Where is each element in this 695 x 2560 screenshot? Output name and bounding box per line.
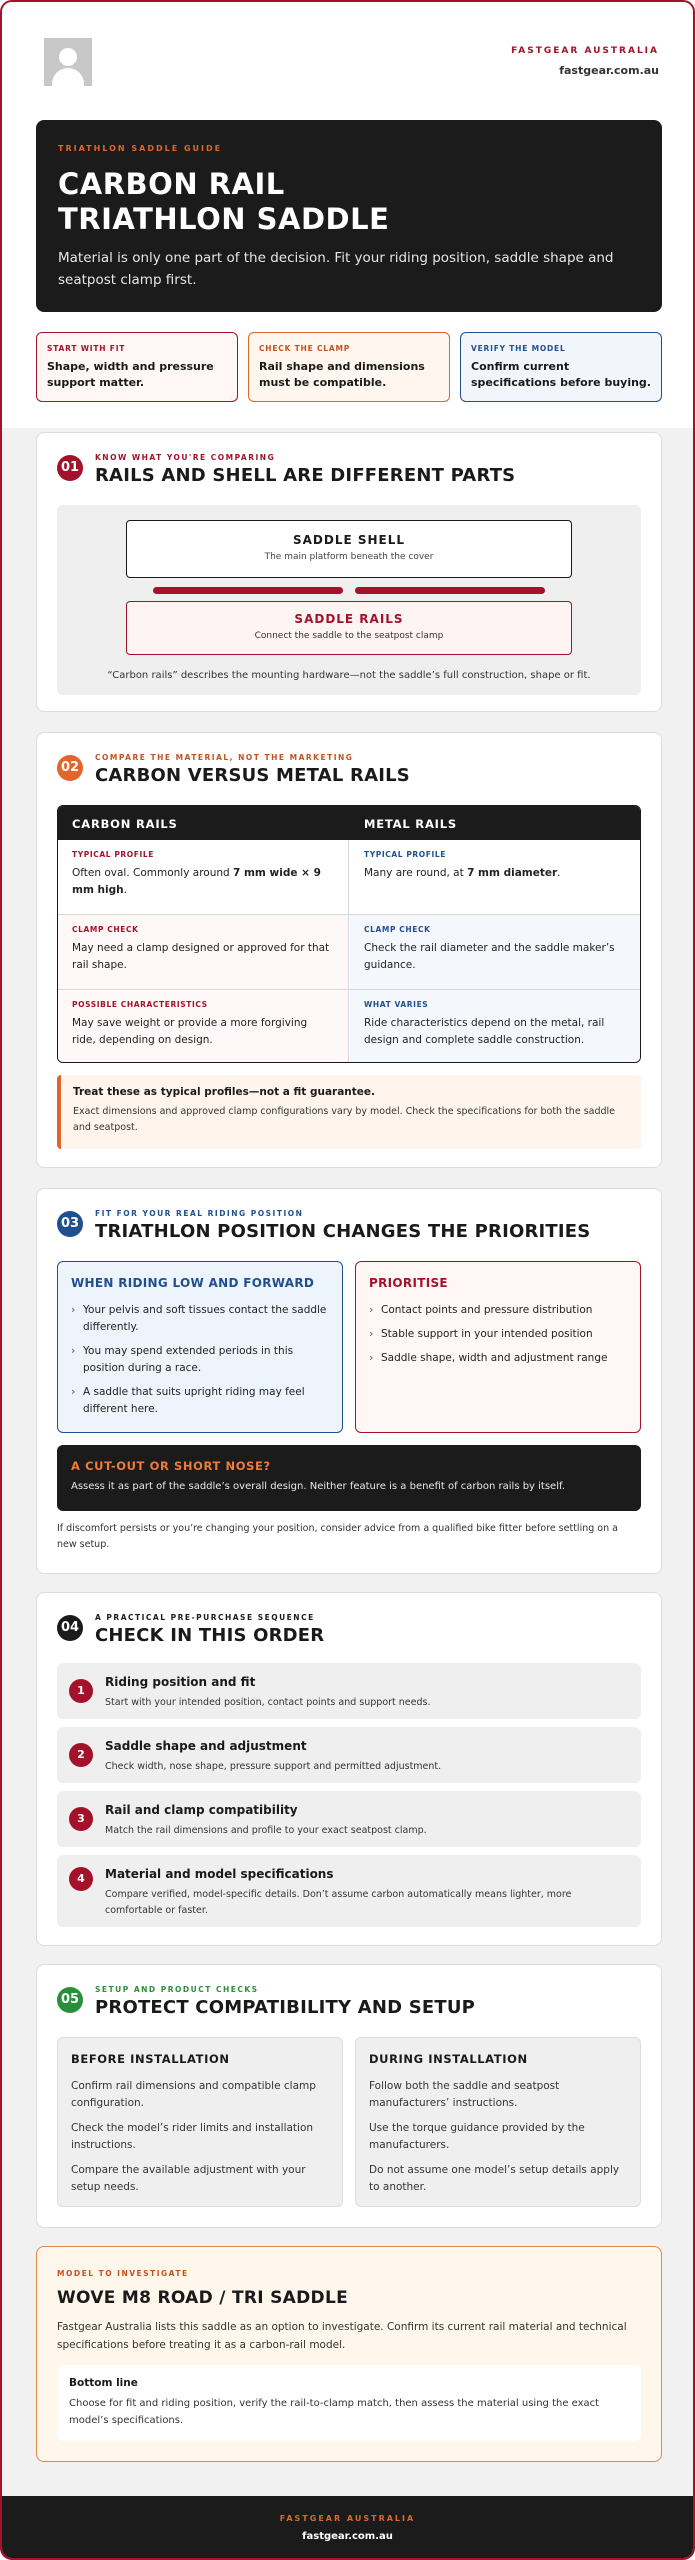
section-rails-and-shell: [36, 432, 662, 712]
cell-text: Many are round, at 7 mm diameter.: [364, 867, 561, 879]
chip-check-the-clamp: [248, 332, 450, 402]
rail-bar-left: [153, 587, 343, 594]
hero-title-line-1: CARBON RAIL: [58, 167, 285, 201]
list-item: › You may spend extended periods in this position during a race.: [71, 1343, 327, 1377]
step-body: Start with your intended position, contact points and support needs.: [105, 1697, 431, 1708]
panel-title: DURING INSTALLATION: [369, 2052, 528, 2066]
panel-title: WHEN RIDING LOW AND FORWARD: [71, 1276, 315, 1290]
model-eyebrow: MODEL TO INVESTIGATE: [57, 2269, 189, 2278]
section-eyebrow: KNOW WHAT YOU'RE COMPARING: [95, 453, 276, 462]
footer-brand-name: FASTGEAR AUSTRALIA: [279, 2514, 416, 2523]
brand-name: FASTGEAR AUSTRALIA: [511, 46, 659, 56]
step-body: Check width, nose shape, pressure support and permitted adjustment.: [105, 1761, 442, 1772]
header-area: [2, 2, 693, 428]
cell-label: WHAT VARIES: [364, 1000, 429, 1009]
step-title: Material and model specifications: [105, 1867, 334, 1881]
bottom-line-box: [57, 2365, 641, 2441]
cell-text: Check the rail diameter and the saddle maker’s guidance.: [364, 942, 615, 971]
list-item: › Stable support in your intended position: [369, 1326, 625, 1343]
saddle-rails-box: [126, 601, 572, 655]
list-item: › Saddle shape, width and adjustment range: [369, 1350, 625, 1367]
before-installation-panel: [57, 2037, 343, 2207]
list-item: Follow both the saddle and seatpost manufacturers’ instructions.: [369, 2080, 560, 2109]
hero-banner: [36, 120, 662, 312]
section-number: 05: [57, 1987, 83, 2013]
section-number: 03: [57, 1211, 83, 1237]
shell-label: SADDLE SHELL: [292, 533, 406, 547]
note-title: Treat these as typical profiles—not a fit guarantee.: [73, 1086, 376, 1098]
chip-title: VERIFY THE MODEL: [471, 344, 566, 353]
step-title: Rail and clamp compatibility: [105, 1803, 298, 1817]
brand-block: [511, 46, 659, 77]
section-eyebrow: A PRACTICAL PRE-PURCHASE SEQUENCE: [95, 1613, 315, 1622]
model-description: Fastgear Australia lists this saddle as an option to investigate. Confirm its current rail material and technical specifications before treating it as a carbon-rail model.: [57, 2321, 627, 2351]
saddle-shell-box: [126, 520, 572, 578]
table-header: [58, 806, 641, 840]
footer-site-link[interactable]: fastgear.com.au: [302, 2531, 393, 2542]
step-body: Compare verified, model-specific details. Don’t assume carbon automatically means lighter, more comfortable or faster.: [105, 1889, 572, 1916]
diagram-caption: “Carbon rails” describes the mounting hardware—not the saddle’s full construction, shape or fit.: [107, 670, 591, 681]
model-to-investigate-card: [36, 2246, 662, 2462]
step-number: 4: [69, 1867, 93, 1891]
section-eyebrow: SETUP AND PRODUCT CHECKS: [95, 1985, 259, 1994]
chip-title: CHECK THE CLAMP: [259, 344, 351, 353]
cell-label: TYPICAL PROFILE: [72, 850, 154, 859]
key-points: [36, 332, 662, 402]
alert-title: A CUT-OUT OR SHORT NOSE?: [71, 1459, 271, 1473]
bottom-line-body: Choose for fit and riding position, verify the rail-to-clamp match, then assess the material using the exact model’s specifications.: [69, 2398, 600, 2426]
table-cell: [58, 990, 348, 1063]
profile-note: [57, 1075, 641, 1149]
column-divider: [348, 840, 349, 1063]
chip-body: Rail shape and dimensions must be compatible.: [259, 360, 425, 389]
model-title: WOVE M8 ROAD / TRI SADDLE: [57, 2288, 348, 2308]
list-item: [57, 1663, 641, 1719]
cell-text: Ride characteristics depend on the metal, rail design and complete saddle construction.: [364, 1017, 605, 1046]
saddle-parts-diagram: [57, 505, 641, 695]
table-cell: [58, 840, 348, 914]
step-title: Riding position and fit: [105, 1675, 256, 1689]
hero-title-line-2: TRIATHLON SADDLE: [58, 202, 390, 236]
section-triathlon-position: [36, 1188, 662, 1574]
riding-low-forward-panel: [57, 1261, 343, 1433]
step-number: 2: [69, 1743, 93, 1767]
note-body: Exact dimensions and approved clamp configurations vary by model. Check the specifications for both the saddle and seatpost.: [73, 1106, 616, 1133]
section-carbon-vs-metal: [36, 732, 662, 1168]
list-item: Use the torque guidance provided by the manufacturers.: [369, 2122, 585, 2151]
comparison-table: [57, 805, 641, 1063]
cell-label: TYPICAL PROFILE: [364, 850, 446, 859]
column-header-metal: METAL RAILS: [364, 817, 457, 831]
chip-body: Confirm current specifications before buying.: [471, 360, 651, 389]
section-title: CARBON VERSUS METAL RAILS: [95, 765, 410, 786]
section-compatibility-setup: [36, 1964, 662, 2228]
list-item: Compare the available adjustment with your setup needs.: [71, 2164, 306, 2193]
rails-description: Connect the saddle to the seatpost clamp: [254, 631, 444, 641]
hero-intro: Material is only one part of the decision. Fit your riding position, saddle shape and seatpost clamp first.: [58, 250, 614, 288]
list-item: Confirm rail dimensions and compatible clamp configuration.: [71, 2080, 316, 2109]
chip-start-with-fit: [36, 332, 238, 402]
table-cell: [350, 915, 640, 989]
table-cell: [350, 990, 640, 1063]
chip-title: START WITH FIT: [47, 344, 126, 353]
fitter-advice: If discomfort persists or you’re changing your position, consider advice from a qualified bike fitter before settling on a new setup.: [57, 1523, 618, 1550]
step-number: 1: [69, 1679, 93, 1703]
prioritise-panel: [355, 1261, 641, 1433]
chip-body: Shape, width and pressure support matter.: [47, 360, 214, 389]
list-item: › Contact points and pressure distribution: [369, 1302, 625, 1319]
section-title: CHECK IN THIS ORDER: [95, 1625, 325, 1646]
column-header-carbon: CARBON RAILS: [72, 817, 178, 831]
during-installation-panel: [355, 2037, 641, 2207]
section-number: 02: [57, 755, 83, 781]
bottom-line-title: Bottom line: [69, 2377, 138, 2389]
rail-bar-right: [355, 587, 545, 594]
shell-description: The main platform beneath the cover: [264, 552, 434, 562]
section-eyebrow: COMPARE THE MATERIAL, NOT THE MARKETING: [95, 753, 354, 762]
footer: [2, 2496, 693, 2560]
cell-label: CLAMP CHECK: [364, 925, 431, 934]
section-eyebrow: FIT FOR YOUR REAL RIDING POSITION: [95, 1209, 304, 1218]
panel-title: BEFORE INSTALLATION: [71, 2052, 230, 2066]
list-item: [57, 1791, 641, 1847]
step-body: Match the rail dimensions and profile to your exact seatpost clamp.: [105, 1825, 427, 1836]
list-item: Check the model’s rider limits and installation instructions.: [71, 2122, 314, 2151]
cell-text: Often oval. Commonly around 7 mm wide × 9 mm high.: [72, 867, 321, 896]
cell-text: May need a clamp designed or approved for that rail shape.: [72, 942, 330, 971]
list-item: [57, 1727, 641, 1783]
hero-title: [58, 167, 640, 237]
list-item: Do not assume one model’s setup details apply to another.: [369, 2164, 620, 2193]
cutout-alert: [57, 1445, 641, 1511]
alert-body: Assess it as part of the saddle’s overall design. Neither feature is a benefit of carbon rails by itself.: [71, 1481, 565, 1492]
section-number: 01: [57, 455, 83, 481]
table-cell: [350, 840, 640, 914]
step-number: 3: [69, 1807, 93, 1831]
step-title: Saddle shape and adjustment: [105, 1739, 307, 1753]
table-cell: [58, 915, 348, 989]
list-item: › Your pelvis and soft tissues contact the saddle differently.: [71, 1302, 327, 1336]
cell-text: May save weight or provide a more forgiving ride, depending on design.: [72, 1017, 308, 1046]
rails-label: SADDLE RAILS: [294, 612, 404, 626]
user-silhouette-icon: [44, 38, 92, 86]
section-title: RAILS AND SHELL ARE DIFFERENT PARTS: [95, 465, 516, 486]
hero-eyebrow: TRIATHLON SADDLE GUIDE: [58, 144, 223, 153]
section-number: 04: [57, 1615, 83, 1641]
section-title: PROTECT COMPATIBILITY AND SETUP: [95, 1997, 476, 2018]
chip-verify-the-model: [460, 332, 662, 402]
list-item: › A saddle that suits upright riding may feel different here.: [71, 1384, 327, 1418]
cell-label: POSSIBLE CHARACTERISTICS: [72, 1000, 208, 1009]
section-check-order: [36, 1592, 662, 1946]
brand-site-link[interactable]: fastgear.com.au: [559, 64, 659, 77]
list-item: [57, 1855, 641, 1927]
section-title: TRIATHLON POSITION CHANGES THE PRIORITIES: [95, 1221, 591, 1242]
panel-title: PRIORITISE: [369, 1276, 448, 1290]
cell-label: CLAMP CHECK: [72, 925, 139, 934]
